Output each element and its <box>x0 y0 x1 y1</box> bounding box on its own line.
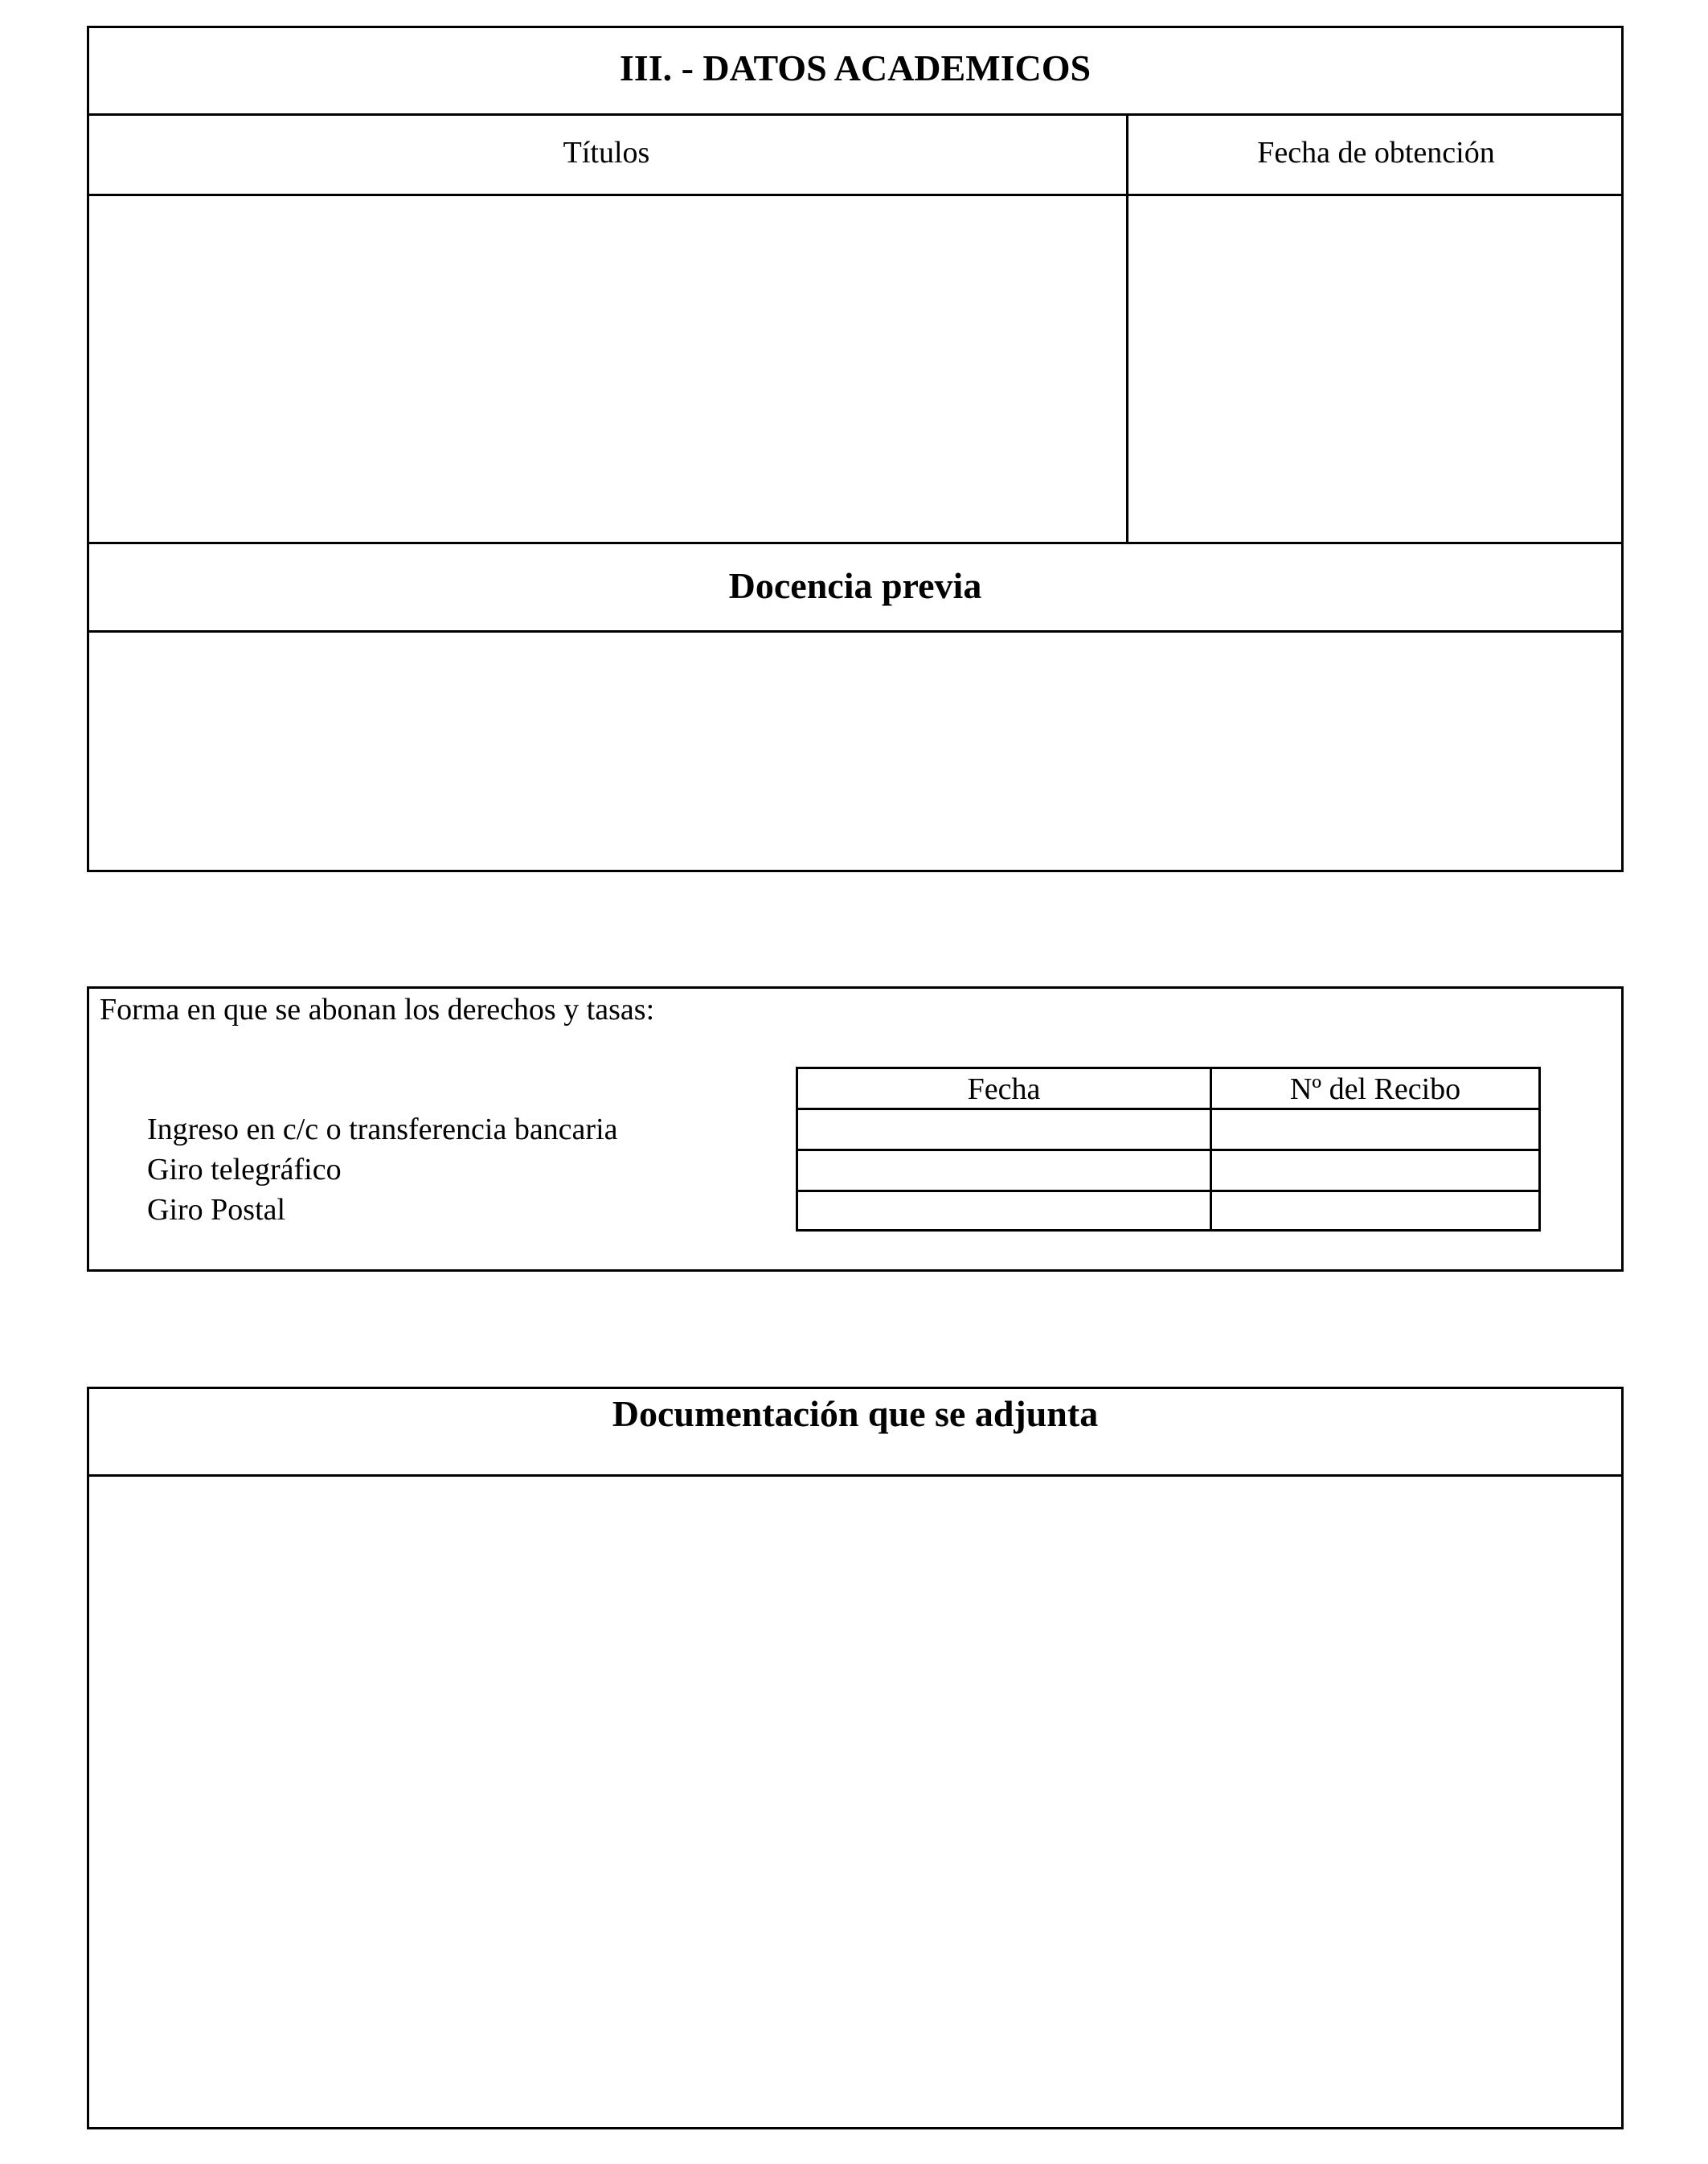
section-heading-documents: Documentación que se adjunta <box>612 1393 1099 1434</box>
date-obtained-field[interactable] <box>1128 196 1621 542</box>
documents-field[interactable] <box>89 1477 1621 2127</box>
receipt-number-cell[interactable] <box>1212 1110 1538 1149</box>
section-heading-docencia: Docencia previa <box>728 565 982 606</box>
docencia-previa-field[interactable] <box>89 633 1621 870</box>
receipt-number-cell[interactable] <box>1212 1192 1538 1229</box>
titles-field[interactable] <box>89 196 1126 542</box>
divider <box>87 542 1624 544</box>
column-header-titles: Títulos <box>563 136 650 170</box>
receipt-header-number: Nº del Recibo <box>1289 1072 1461 1106</box>
section-heading-academic: III. - DATOS ACADEMICOS <box>619 47 1092 88</box>
payment-option-bank: Ingreso en c/c o transferencia bancaria <box>147 1113 618 1146</box>
receipt-number-cell[interactable] <box>1212 1151 1538 1190</box>
payment-option-postal: Giro Postal <box>147 1193 286 1227</box>
receipt-date-cell[interactable] <box>798 1192 1210 1229</box>
receipt-header-date: Fecha <box>967 1072 1041 1106</box>
receipt-date-cell[interactable] <box>798 1151 1210 1190</box>
column-header-date: Fecha de obtención <box>1257 136 1495 170</box>
payment-option-telegraph: Giro telegráfico <box>147 1153 342 1187</box>
payment-intro: Forma en que se abonan los derechos y tasas: <box>100 993 655 1027</box>
receipt-date-cell[interactable] <box>798 1110 1210 1149</box>
divider <box>87 113 1624 116</box>
